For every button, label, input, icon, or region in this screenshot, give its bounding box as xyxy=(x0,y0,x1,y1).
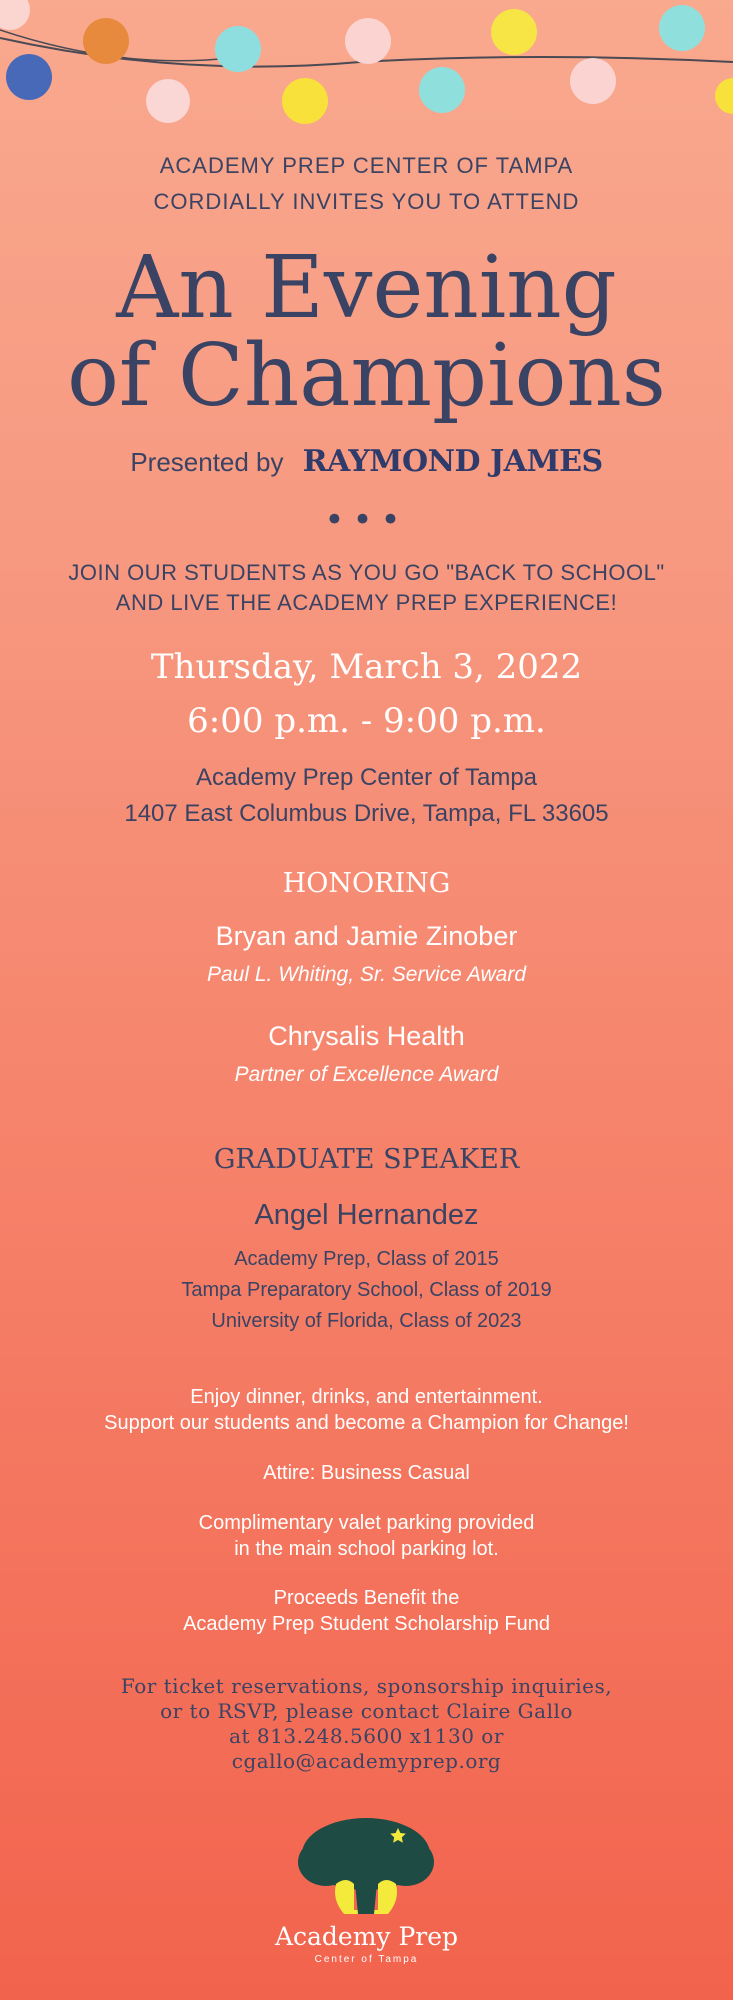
light-bulb xyxy=(491,9,537,55)
header-line1: ACADEMY PREP CENTER OF TAMPA xyxy=(159,153,574,178)
invitation-header xyxy=(0,148,733,220)
event-time: 6:00 p.m. - 9:00 p.m. xyxy=(187,701,546,741)
honoree-name: Chrysalis Health xyxy=(268,1021,465,1051)
venue-address: 1407 East Columbus Drive, Tampa, FL 33605 xyxy=(124,800,609,827)
presented-label: Presented by xyxy=(130,447,284,477)
contact-line2: or to RSVP, please contact Claire Gallo xyxy=(160,1699,573,1723)
proceeds-line2: Academy Prep Student Scholarship Fund xyxy=(183,1613,550,1635)
header-line2: CORDIALLY INVITES YOU TO ATTEND xyxy=(153,189,580,214)
contact-email[interactable]: cgallo@academyprep.org xyxy=(231,1749,502,1773)
honoring-heading: HONORING xyxy=(282,868,451,899)
event-date: Thursday, March 3, 2022 xyxy=(150,647,583,687)
speaker-heading: GRADUATE SPEAKER xyxy=(213,1144,520,1175)
title-line1: An Evening xyxy=(116,238,617,338)
honoree-award: Paul L. Whiting, Sr. Service Award xyxy=(206,963,527,986)
valet-line1: Complimentary valet parking provided xyxy=(198,1512,535,1534)
presented-by xyxy=(0,442,733,482)
tree-logo-icon xyxy=(296,1814,436,1924)
light-bulb xyxy=(570,58,616,104)
attire-text: Attire: Business Casual xyxy=(263,1462,470,1484)
event-datetime xyxy=(0,640,733,748)
enjoy-line2: Support our students and become a Champion for Change! xyxy=(104,1412,629,1434)
valet-line2: in the main school parking lot. xyxy=(234,1538,499,1560)
proceeds-text xyxy=(0,1585,733,1637)
light-bulb xyxy=(215,26,261,72)
event-title xyxy=(0,238,733,426)
valet-text xyxy=(0,1510,733,1562)
light-bulb xyxy=(6,54,52,100)
dots-separator: ••• xyxy=(324,500,409,540)
contact-line1: For ticket reservations, sponsorship inquiries, xyxy=(120,1674,613,1698)
string-lights xyxy=(0,0,733,140)
credential-line: University of Florida, Class of 2023 xyxy=(211,1310,522,1332)
light-bulb xyxy=(0,0,30,30)
speaker-credentials xyxy=(0,1244,733,1337)
light-bulb xyxy=(715,78,733,114)
contact-info xyxy=(0,1674,733,1774)
light-bulb xyxy=(146,79,190,123)
light-bulb xyxy=(419,67,465,113)
sponsor-logo: RAYMOND JAMES xyxy=(302,444,603,479)
tagline xyxy=(0,558,733,618)
light-bulb xyxy=(659,5,705,51)
credential-line: Academy Prep, Class of 2015 xyxy=(234,1248,499,1270)
logo-tagline: Center of Tampa xyxy=(314,1954,419,1965)
title-line2: of Champions xyxy=(67,326,666,426)
honoree-name: Bryan and Jamie Zinober xyxy=(215,921,518,951)
light-bulb xyxy=(345,18,391,64)
proceeds-line1: Proceeds Benefit the xyxy=(273,1587,460,1609)
speaker-name: Angel Hernandez xyxy=(254,1199,479,1231)
tagline-line1: JOIN OUR STUDENTS AS YOU GO "BACK TO SCHOOL" xyxy=(68,560,665,585)
credential-line: Tampa Preparatory School, Class of 2019 xyxy=(181,1279,552,1301)
light-bulb xyxy=(83,18,129,64)
honoree-award: Partner of Excellence Award xyxy=(234,1063,499,1086)
enjoy-line1: Enjoy dinner, drinks, and entertainment. xyxy=(190,1386,543,1408)
tagline-line2: AND LIVE THE ACADEMY PREP EXPERIENCE! xyxy=(115,590,618,615)
light-bulb xyxy=(282,78,328,124)
enjoy-text xyxy=(0,1384,733,1436)
venue-name: Academy Prep Center of Tampa xyxy=(195,764,538,791)
event-venue xyxy=(0,760,733,832)
contact-line3: at 813.248.5600 x1130 or xyxy=(229,1724,504,1748)
logo-name: Academy Prep xyxy=(274,1922,459,1951)
